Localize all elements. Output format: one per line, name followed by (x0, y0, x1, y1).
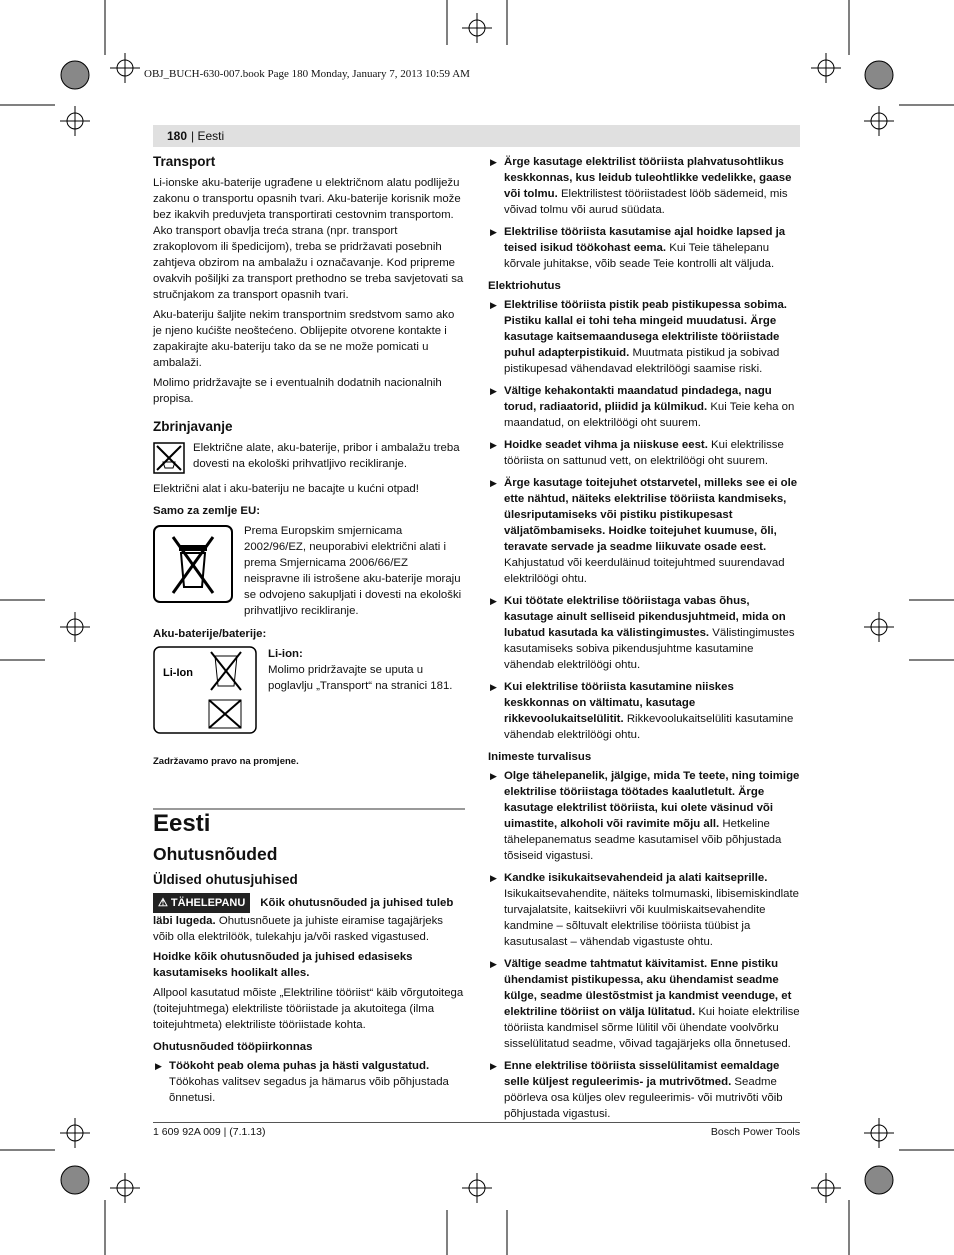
list-item: ▶ Vältige kehakontakti maandatud pindadega, nagu torud, radiaatorid, pliidid ja külmikud. Kui Teie keha on maandatud, on elektrilöögi oht suurem. (490, 385, 795, 429)
warning-label: TÄHELEPANU (170, 897, 246, 909)
li-ion-text: Molimo pridržavajte se uputa u poglavlju „Transport“ na stranici 181. (268, 664, 453, 692)
disposal-text: Električne alate, aku-baterije, pribor i ambalažu treba dovesti na ekološki prihvatljivo recikliranje. (193, 442, 460, 470)
recycling-icon (153, 442, 185, 474)
electrical-title: Elektriohutus (488, 280, 561, 292)
bullet-arrow-icon: ▶ (490, 959, 497, 969)
eu-row (153, 523, 465, 619)
bullet-arrow-icon: ▶ (490, 300, 497, 310)
warning-badge (153, 893, 250, 913)
bullet-arrow-icon: ▶ (490, 873, 497, 883)
book-info-line: OBJ_BUCH-630-007.book Page 180 Monday, January 7, 2013 10:59 AM (144, 68, 470, 80)
header-section: | Eesti (191, 129, 225, 143)
eu-text: Prema Europskim smjernicama 2002/96/EZ, neuporabivi električni alati i prema Smjernicama 2006/66/EZ neispravne ili istrošene aku-baterije moraju se odvojeno sakupljati i dovesti na ekološki prihvatljivo recikliranje. (244, 525, 462, 617)
bullet-arrow-icon: ▶ (490, 682, 497, 692)
crossed-bin-icon (153, 525, 233, 603)
warning-rest: Ohutusnõuete ja juhiste eiramise tagajärjeks võib olla elektrilöök, tulekahju ja/või rasked vigastused. (153, 915, 443, 943)
list-item: ▶ Elektrilise tööriista pistik peab pistikupessa sobima. Pistiku kallal ei tohi teha mingeid muudatusi. Ärge kasutage kaitsemaandusega elektriliste tööriistade puhul adapterpistikuid. Muutmata pistikud ja sobivad pistikupesad vähendavad elektrilöögi saamise riski. (490, 299, 787, 375)
battery-title: Aku-baterije/baterije: (153, 628, 267, 640)
eu-title: Samo za zemlje EU: (153, 505, 260, 517)
transport-paragraph: Li-ionske aku-baterije ugrađene u električnom alatu podliježu zakonu o transportu opasnih tvari. Aku-baterije korisnik može bez ikakvih preduvjeta transportirati cestovnim transportom. Ako transport obavlja treća strana (npr. transport zrakoplovom ili špedicijom), treba se pridržavati posebnih zahtjeva obzirom na ambalažu i označavanje. Kod pripreme ovakvih pošiljki za transport prethodno se treba savjetovati sa stručnjakom za transport opasnih tvari. (153, 177, 464, 301)
transport-paragraph: Molimo pridržavajte se i eventualnih dodatnih nacionalnih propisa. (153, 377, 442, 405)
list-item: ▶ Hoidke seadet vihma ja niiskuse eest. Kui elektrilisse tööriista on sattunud vett, on elektrilöögi oht suurem. (490, 439, 784, 467)
list-item: ▶ Töökoht peab olema puhas ja hästi valgustatud. Töökohas valitsev segadus ja hämarus võib põhjustada õnnetusi. (155, 1060, 449, 1104)
list-item: ▶ Kui töötate elektrilise tööriistaga vabas õhus, kasutage ainult selliseid pikendusjuhtmeid, mida on lubatud kasutada ka välistingimustes. Välistingimustes kasutamiseks sobiva pikendusjuhtme kasutamine vähendab elektrilöögi ohtu. (490, 595, 795, 671)
list-item: ▶ Enne elektrilise tööriista sisselülitamist eemaldage selle küljest reguleerimis- ja mutrivõtmed. Seadme pöörleva osa küljes olev reguleerimis- või mutrivõti võib põhjustada vigastusi. (490, 1060, 783, 1120)
list-item: ▶ Kandke isikukaitsevahendeid ja alati kaitseprille. Isikukaitsevahendite, näiteks tolmumaski, libisemiskindlate turvajalatsite, kaitsekiivri või kuulmiskaitsevahendite kandmine – sõltuvalt elektrilise tööriista tüübist ja kasutusalast – vähendab vigastuste ohtu. (490, 872, 800, 948)
disposal-title: Zbrinjavanje (153, 419, 233, 434)
bullet-arrow-icon: ▶ (490, 1061, 497, 1071)
transport-paragraph: Aku-bateriju šaljite nekim transportnim sredstvom samo ako je njeno kućište neoštećeno. Oblijepite otvorene kontakte i zapakirajte aku-bateriju tako da se ne može pomicati u ambalaži. (153, 309, 455, 369)
footer-rule (153, 1122, 800, 1123)
bullet-arrow-icon: ▶ (155, 1061, 162, 1071)
reserve-note: Zadržavamo pravo na promjene. (153, 756, 299, 767)
header-bar (153, 125, 800, 147)
bullet-arrow-icon: ▶ (490, 596, 497, 606)
li-ion-label: Li-ion: (268, 648, 303, 660)
language-title: Eesti (153, 810, 211, 837)
right-column (488, 154, 800, 1128)
footer-right: Bosch Power Tools (710, 1126, 800, 1138)
list-item: ▶ Olge tähelepanelik, jälgige, mida Te teete, ning toimige elektrilise tööriistaga töötades kaalutletult. Ärge kasutage elektrilist tööriista, kui olete väsinud või uimastite, alkoholi või ravimite mõju all. Hetkeline tähelepanematus seadme kasutamisel võib põhjustada tõsiseid vigastusi. (490, 770, 800, 862)
li-ion-icon-label: Li-Ion (163, 667, 193, 679)
disposal-warning: Električni alat i aku-bateriju ne bacajte u kućni otpad! (153, 483, 419, 495)
warning-triangle-icon: ⚠ (158, 897, 171, 909)
warning-paragraph (153, 893, 465, 945)
bullet-arrow-icon: ▶ (490, 157, 497, 167)
list-item: ▶ Kui elektrilise tööriista kasutamine niiskes keskkonnas on vältimatu, kasutage rikkevoolukaitselülitit. Rikkevoolukaitselüliti kasutamine vähendab elektrilöögi ohtu. (490, 681, 794, 741)
term-paragraph: Allpool kasutatud mõiste „Elektriline tööriist“ käib võrgutoitega (toitejuhtmega) elektriliste tööriistade ja akutoitega (ilma toitejuhtmeta) elektriliste tööriistade kohta. (153, 987, 464, 1031)
li-ion-battery-icon (153, 646, 257, 734)
general-title: Üldised ohutusjuhised (153, 872, 298, 887)
warning-bold: Kõik ohutusnõuded ja juhised tuleb läbi lugeda. (153, 897, 454, 927)
list-item: ▶ Ärge kasutage toitejuhet otstarvetel, milleks see ei ole ette nähtud, näiteks elektrilise tööriista kandmiseks, ülesriputamiseks või pistiku pistikupesast väljatõmbamiseks. Hoidke toitejuhet kuumuse, õli, teravate servade ja seadme liikuvate osade eest. Kahjustatud või keerduläinud toitejuhtmed suurendavad elektrilöögi ohtu. (490, 477, 798, 585)
bullet-arrow-icon: ▶ (490, 440, 497, 450)
header-section-label: Eesti (197, 129, 225, 143)
list-item: ▶ Vältige seadme tahtmatut käivitamist. Enne pistiku ühendamist pistikupessa, aku ühendamist seadme külge, seadme ülestõstmist ja kandmist veenduge, et elektriline tööriist on välja lülitatud. Kui hoiate elektrilise tööriista kandmisel sõrme lülitil või ühendate voolvõrku sisselülitatud seadme, võivad tagajärjeks olla õnnetused. (490, 958, 800, 1050)
bullet-arrow-icon: ▶ (490, 386, 497, 396)
disposal-row (153, 440, 465, 474)
transport-title: Transport (153, 154, 216, 169)
list-item: ▶ Elektrilise tööriista kasutamise ajal hoidke lapsed ja teised isikud töökohast eema. Kui Teie tähelepanu kõrvale juhitakse, võib seade Teie kontrolli alt väljuda. (490, 226, 786, 270)
workplace-title: Ohutusnõuded tööpiirkonnas (153, 1041, 313, 1053)
keep-instructions: Hoidke kõik ohutusnõuded ja juhised edasiseks kasutamiseks hoolikalt alles. (153, 951, 413, 979)
footer-left: 1 609 92A 009 | (7.1.13) (153, 1126, 266, 1138)
left-column (153, 154, 465, 1112)
page-number: 180 (167, 129, 188, 143)
bullet-arrow-icon: ▶ (490, 227, 497, 237)
people-title: Inimeste turvalisus (488, 751, 592, 763)
battery-row (153, 646, 465, 734)
safety-title: Ohutusnõuded (153, 844, 278, 864)
list-item: ▶ Ärge kasutage elektrilist tööriista plahvatusohtlikus keskkonnas, kus leidub tuleohtlikke vedelikke, gaase või tolmu. Elektrilistest tööriistadest lööb sädemeid, mis võivad tolmu või aurud süüdata. (490, 156, 792, 216)
bullet-arrow-icon: ▶ (490, 771, 497, 781)
bullet-arrow-icon: ▶ (490, 478, 497, 488)
